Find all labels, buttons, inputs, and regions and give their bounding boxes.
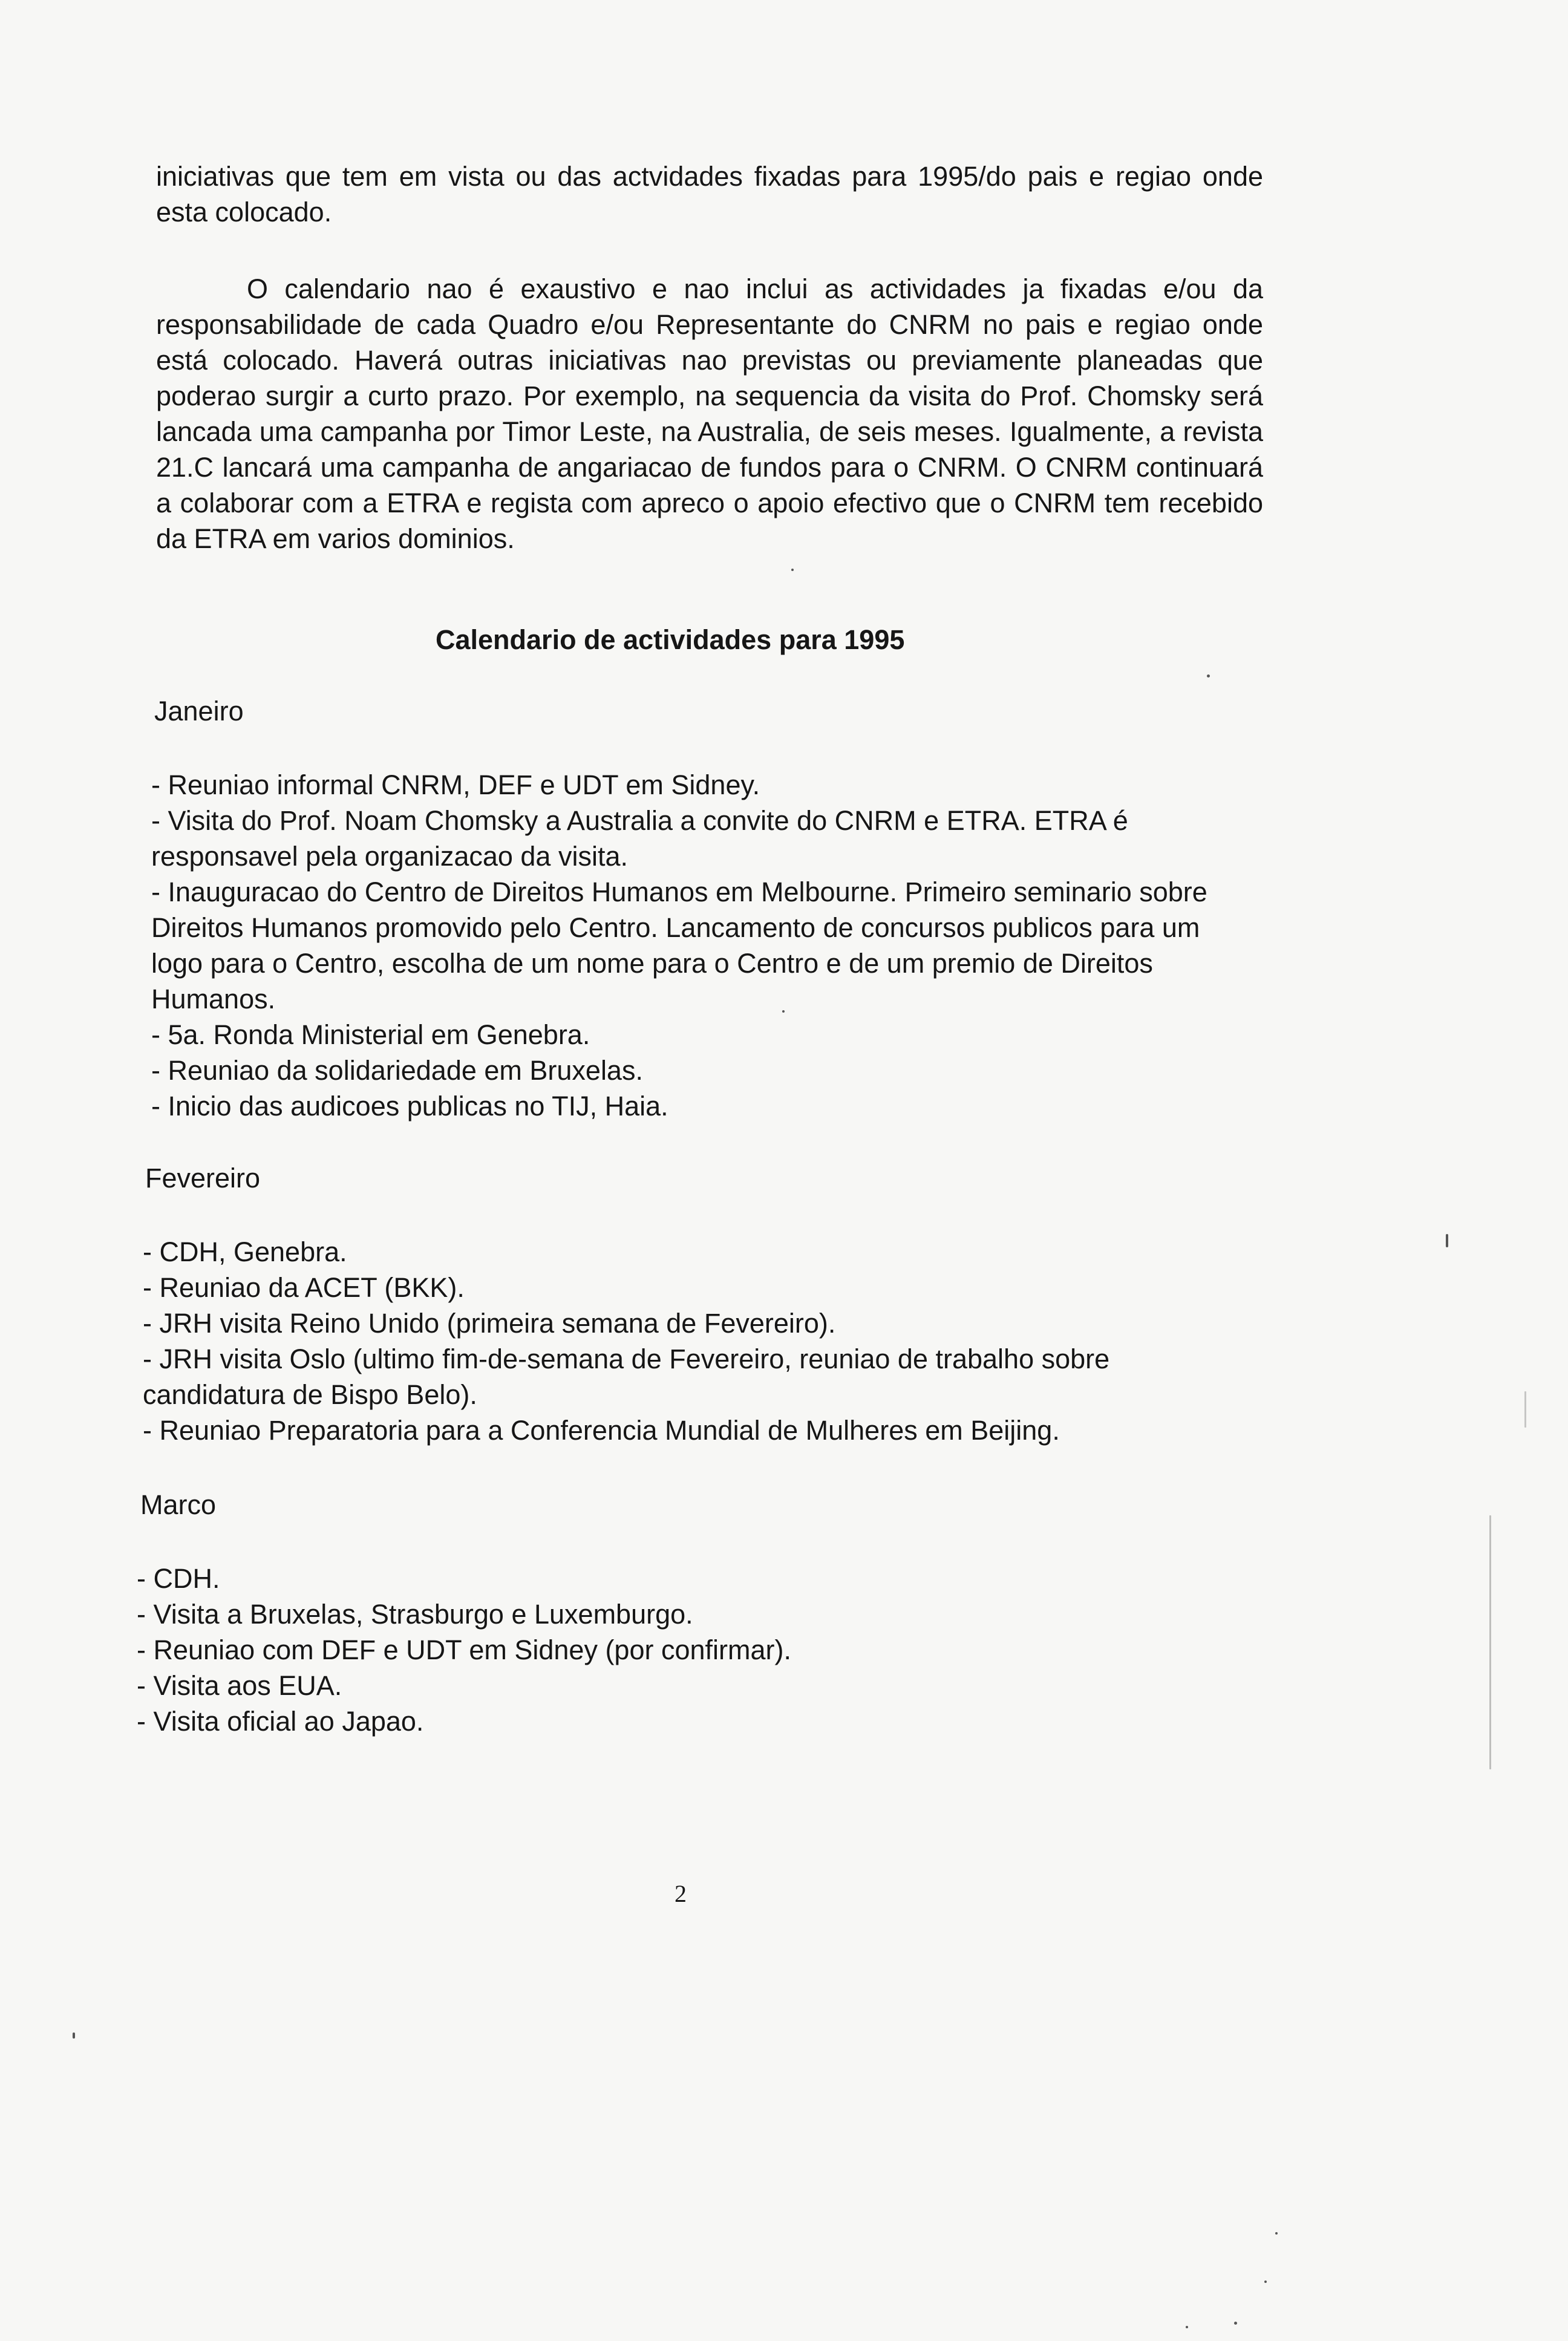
list-item: - Reuniao Preparatoria para a Conferencia Mundial de Mulheres em Beijing. xyxy=(143,1415,1060,1446)
scan-speck xyxy=(1186,2326,1188,2328)
list-item: - Reuniao informal CNRM, DEF e UDT em Sidney. xyxy=(151,769,760,800)
scan-speck xyxy=(1207,674,1210,677)
body-paragraph xyxy=(156,271,1263,557)
list-item: - 5a. Ronda Ministerial em Genebra. xyxy=(151,1019,590,1050)
list-item: - CDH, Genebra. xyxy=(143,1236,347,1267)
scan-speck xyxy=(782,1010,785,1013)
section-title: Calendario de actividades para 1995 xyxy=(436,624,905,655)
scan-speck xyxy=(1275,2232,1278,2235)
intro-fragment xyxy=(156,158,1263,230)
month-list-fevereiro xyxy=(143,1234,1250,1448)
list-item: - JRH visita Oslo (ultimo fim-de-semana de Fevereiro, reuniao de trabalho sobre candidatura de Bispo Belo). xyxy=(143,1344,1110,1410)
list-item: - Visita do Prof. Noam Chomsky a Australia a convite do CNRM e ETRA. ETRA é responsavel pela organizacao da visita. xyxy=(151,805,1128,872)
list-item: - Reuniao com DEF e UDT em Sidney (por confirmar). xyxy=(137,1634,791,1665)
month-heading-marco: Marco xyxy=(140,1489,217,1520)
month-heading-janeiro: Janeiro xyxy=(154,696,244,726)
list-item: - Visita aos EUA. xyxy=(137,1670,342,1701)
scan-speck xyxy=(1446,1234,1448,1247)
list-item: - Visita a Bruxelas, Strasburgo e Luxemburgo. xyxy=(137,1599,693,1630)
intro-fragment-text: iniciativas que tem em vista ou das actvidades fixadas para 1995/do pais e regiao onde esta colocado. xyxy=(156,161,1263,227)
list-item: - Inauguracao do Centro de Direitos Humanos em Melbourne. Primeiro seminario sobre Direitos Humanos promovido pelo Centro. Lancamento de concursos publicos para um logo para o Centro, escolha de um nome para o Centro e de um premio de Direitos Humanos. xyxy=(151,877,1207,1014)
list-item: - Reuniao da solidariedade em Bruxelas. xyxy=(151,1055,643,1086)
body-paragraph-text: O calendario nao é exaustivo e nao inclui as actividades ja fixadas e/ou da responsabilidade de cada Quadro e/ou Representante do CNRM no pais e regiao onde está colocado. Haverá outras iniciativas nao previstas ou previamente planeadas que poderao surgir a curto prazo. Por exemplo, na sequencia da visita do Prof. Chomsky será lancada uma campanha por Timor Leste, na Australia, de seis meses. Igualmente, a revista 21.C lancará uma campanha de angariacao de fundos para o CNRM. O CNRM continuará a colaborar com a ETRA e regista com apreco o apoio efectivo que o CNRM tem recebido da ETRA em varios dominios. xyxy=(156,273,1263,554)
list-item: - Reuniao da ACET (BKK). xyxy=(143,1272,465,1303)
month-heading-fevereiro: Fevereiro xyxy=(145,1163,261,1193)
month-list-marco xyxy=(137,1561,1226,1739)
list-item: - JRH visita Reino Unido (primeira semana de Fevereiro). xyxy=(143,1308,836,1339)
scan-speck xyxy=(1264,2281,1267,2283)
page-number: 2 xyxy=(675,1880,687,1907)
list-item: - Visita oficial ao Japao. xyxy=(137,1706,424,1737)
scan-speck xyxy=(791,569,794,571)
scan-speck xyxy=(73,2032,75,2039)
list-item: - CDH. xyxy=(137,1563,220,1594)
scan-speck xyxy=(1524,1391,1526,1428)
month-list-janeiro xyxy=(151,767,1240,1124)
scan-speck xyxy=(1234,2322,1237,2325)
scan-speck xyxy=(1489,1515,1491,1769)
list-item: - Inicio das audicoes publicas no TIJ, Haia. xyxy=(151,1091,668,1122)
